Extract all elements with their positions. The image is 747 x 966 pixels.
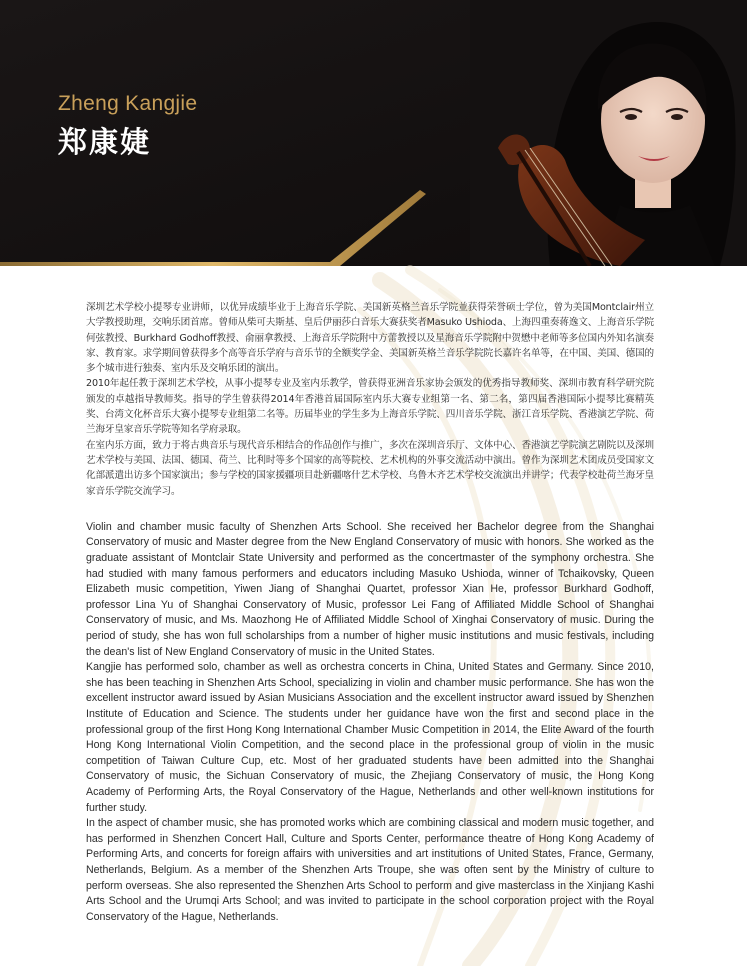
biography-chinese [86,300,654,499]
name-english: Zheng Kangjie [58,92,198,115]
name-chinese: 郑康婕 [58,125,152,159]
biography-english [86,520,654,925]
bio-en-paragraph: Kangjie has performed solo, chamber as well as orchestra concerts in China, United States and Germany. Since 2010, she has been teaching in Shenzhen Arts School, specializing in violin and chamber music performance. She has won the excellent instructor award issued by Asian Musicians Association and the excellent instructor award issued by Shenzhen Institute of Education and Science. The students under her guidance have won the first and second place in the professional group of the first Hong Kong International Chamber Music Competition in 2014, the Elite Award of the fourth Hong Kong International Violin Competition, and the second place in the professional group of violin in the music competition of Taiwan Culture Cup, etc. Most of her graduated students have been admitted into the Shanghai Conservatory of music, the Sichuan Conservatory of music, the Zhejiang Conservatory of music, the Hong Kong Academy of Performing Arts, the Royal Conservatory of the Hague, Netherlands and other well-known institutions for further study. [86,661,654,814]
header-banner [0,0,747,266]
biography-content [86,300,654,925]
bio-en-paragraph: Violin and chamber music faculty of Shenzhen Arts School. She received her Bachelor degree from the Shanghai Conservatory of music and Master degree from the New England Conservatory of music with honors. She worked as the graduate assistant of Montclair State University and performed as the concertmaster of the symphony orchestra. She had studied with many famous performers and educators including Masuko Ushioda, winner of Tchaikovsky, Queen Elizabeth music competition, Yiwen Jiang of Shanghai Quartet, professor Xian He, professor Burkhard Godhoff, professor Lina Yu of Shanghai Conservatory of Music, professor Lei Fang of Affiliated Middle School of Shanghai Conservatory of music, and Ms. Maozhong He of Affiliated Middle School of Xinghai Conservatory of music. During the period of study, she has won full scholarships from a number of higher music institutions and music festivals, including the dean's list of New England Conservatory of music in the United States. [86,520,654,658]
bio-zh-paragraph: 在室内乐方面，致力于将古典音乐与现代音乐相结合的作品创作与推广，多次在深圳音乐厅、文体中心、香港演艺学院演艺剧院以及深圳艺术学校与美国、法国、德国、荷兰、比利时等多个国家的高等院校、艺术机构的外事交流活动中演出。曾作为深圳艺术团成员受国家文化部派遣出访多个国家演出；参与学校的国家援疆项目赴新疆喀什艺术学校、乌鲁木齐艺术学校交流演出并讲学；代表学校赴荷兰海牙皇家音乐学院交流学习。 [86,439,654,497]
bio-zh-paragraph: 深圳艺术学校小提琴专业讲师，以优异成绩毕业于上海音乐学院、美国新英格兰音乐学院並获得荣誉硕士学位，曾为美国Montclair州立大学教授助理，交响乐团首席。曾师从柴可夫斯基、皇后伊丽莎白音乐大赛获奖者Masuko Ushioda、上海四重奏蒋逸文、上海音乐学院何弦教授、Burkhard Godhoff教授、俞丽拿教授、上海音乐学院附中方蕾教授以及星海音乐学院附中贺懋中老师等多位国内外知名演奏家、教育家。求学期间曾获得多个高等音乐学府与音乐节的全额奖学金、美国新英格兰音乐学院院长嘉许名单等，在中国、美国、德国的多个城市进行独奏、室内乐及交响乐团的演出。 [86,302,654,375]
bio-zh-paragraph: 2010年起任教于深圳艺术学校，从事小提琴专业及室内乐教学，曾获得亚洲音乐家协会颁发的优秀指导教师奖、深圳市教育科学研究院颁发的卓越指导教师奖。指导的学生曾获得2014年香港首届国际室内乐大赛专业组第一名、第二名，第四届香港国际小提琴比赛精英奖、台湾文化杯音乐大赛小提琴专业组第二名等。历届毕业的学生多为上海音乐学院、四川音乐学院、浙江音乐学院、香港演艺学院、荷兰海牙皇家音乐学院等知名学府录取。 [86,378,654,436]
bio-en-paragraph: In the aspect of chamber music, she has promoted works which are combining classical and modern music together, and has performed in Shenzhen Concert Hall, Culture and Sports Center, performance theatre of Hong Kong Academy of Performing Arts, and concerts for foreign affairs with universities and art institutions of United States, France, Germany, Netherlands, Belgium. As a member of the Shenzhen Arts Troupe, she was often sent by the Ministry of culture to perform overseas. She also represented the Shenzhen Arts School to perform and give masterclass in the Xinjiang Kashi Arts School and the Urumqi Arts School; and was invited to participate in the school corporation project with the Royal Conservatory of the Hague, Netherlands. [86,817,654,923]
portrait-photo [470,0,747,266]
